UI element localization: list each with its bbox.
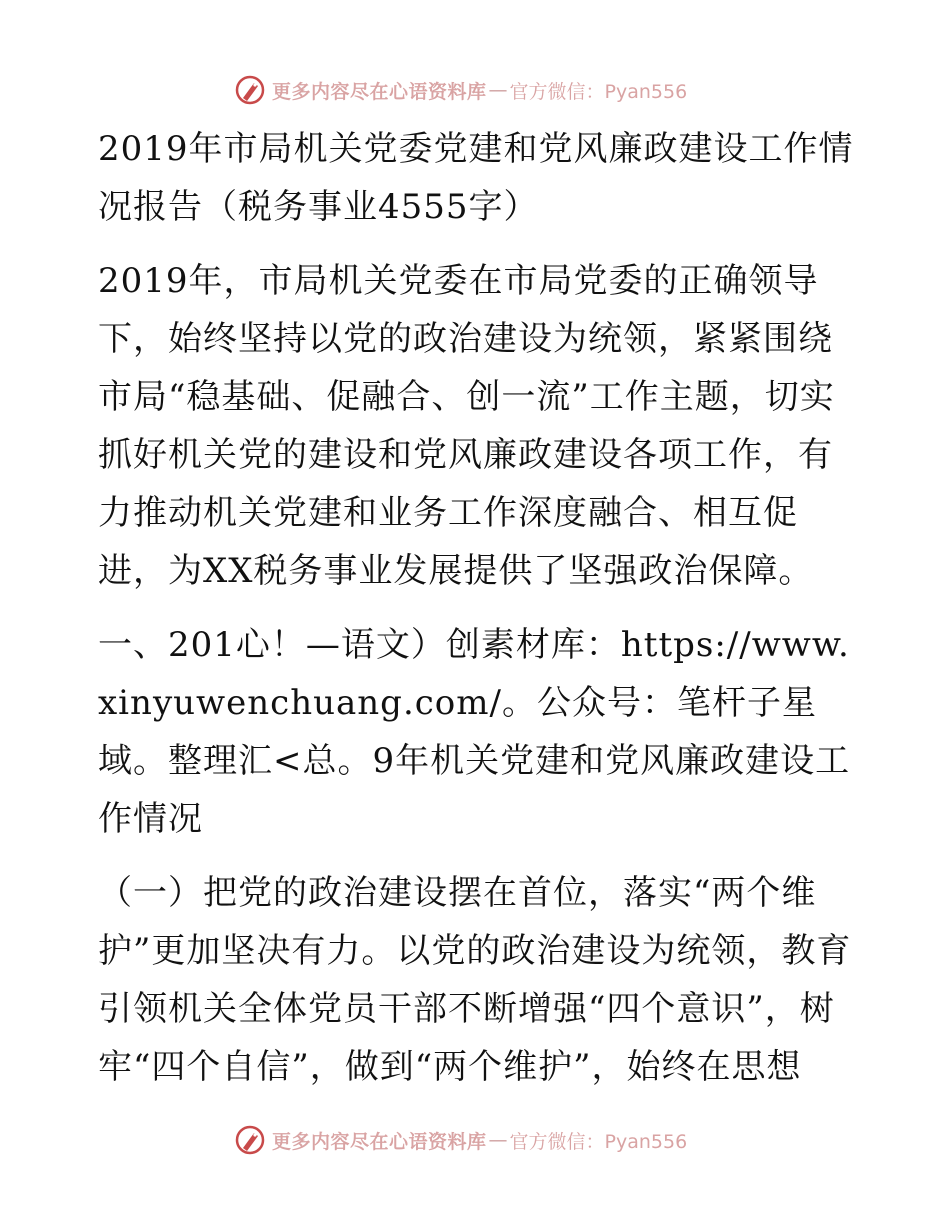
paragraph-intro: 2019年，市局机关党委在市局党委的正确领导下，始终坚持以党的政治建设为统领，紧紧围绕市局“稳基础、促融合、创一流”工作主题，切实抓好机关党的建设和党风廉政建设各项工作，有力推动机关党建和业务工作深度融合、相互促进，为XX税务事业发展提供了坚强政治保障。: [98, 261, 835, 591]
footer-banner: [234, 1123, 687, 1157]
header-banner: [234, 73, 687, 107]
pen-nib-logo-icon: [234, 1124, 266, 1156]
banner-text: 更多内容尽在心语资料库: [272, 1130, 487, 1153]
document-title: 2019年市局机关党委党建和党风廉政建设工作情况报告（税务事业4555字）: [98, 129, 854, 227]
banner-separator: —: [488, 1129, 508, 1151]
pen-nib-logo-icon: [234, 74, 266, 106]
banner-text: 更多内容尽在心语资料库: [272, 80, 487, 103]
document-body: [98, 120, 858, 1096]
banner-separator: —: [488, 79, 508, 101]
banner-wechat: 官方微信：Pyan556: [509, 80, 688, 103]
paragraph-section-heading: 一、201心！—语文）创素材库：https://www.xinyuwenchuang.com/。公众号：笔杆子星域。整理汇<总。9年机关党建和党风廉政建设工作情况: [98, 625, 851, 839]
banner-wechat: 官方微信：Pyan556: [509, 1130, 688, 1153]
paragraph-subsection-1: （一）把党的政治建设摆在首位，落实“两个维护”更加坚决有力。以党的政治建设为统领，教育引领机关全体党员干部不断增强“四个意识”，树牢“四个自信”，做到“两个维护”，始终在思想: [98, 873, 852, 1087]
